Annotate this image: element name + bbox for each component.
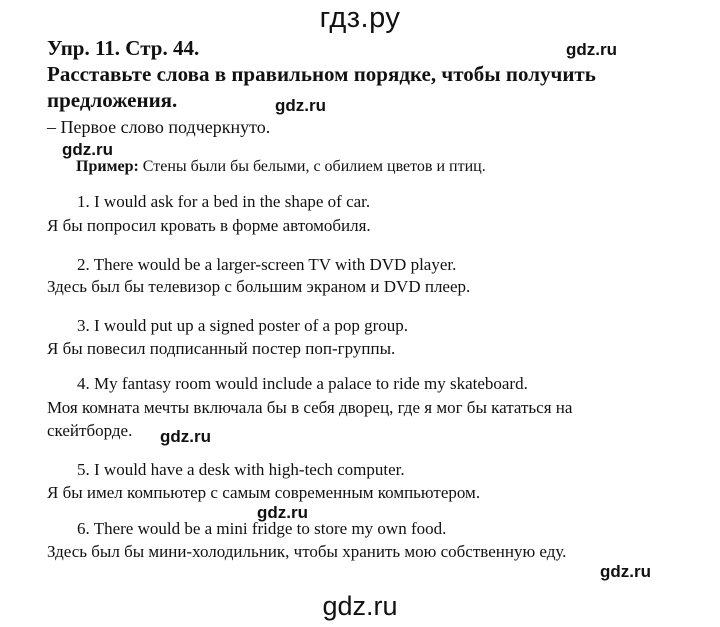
footer-watermark: gdz.ru	[322, 591, 398, 621]
instruction-line-2: предложения.	[47, 88, 178, 112]
item-4-english: 4. My fantasy room would include a palace to ride my skateboard.	[77, 374, 528, 393]
item-1-russian: Я бы попросил кровать в форме автомобиля.	[47, 216, 371, 235]
item-5-russian: Я бы имел компьютер с самым современным компьютером.	[47, 483, 481, 502]
item-5-english: 5. I would have a desk with high-tech computer.	[77, 460, 405, 479]
item-6-russian: Здесь был бы мини-холодильник, чтобы хранить мою собственную еду.	[47, 542, 567, 561]
exercise-number: Упр. 11. Стр. 44.	[47, 36, 200, 60]
watermark-after-heading: gdz.ru	[275, 96, 326, 115]
watermark-item-4: gdz.ru	[160, 427, 211, 446]
item-6-english: 6. There would be a mini fridge to store my own food.	[77, 519, 447, 538]
example-label: Пример:	[76, 158, 139, 175]
example-text: Стены были бы белыми, с обилием цветов и птиц.	[138, 158, 486, 175]
item-4-russian-line-2: скейтборде.	[47, 421, 133, 440]
item-4-russian-line-1: Моя комната мечты включала бы в себя дворец, где я мог бы кататься на	[47, 398, 573, 417]
watermark-before-item-6: gdz.ru	[257, 503, 308, 522]
item-3-russian: Я бы повесил подписанный постер поп-группы.	[47, 339, 396, 358]
item-2-english: 2. There would be a larger-screen TV with DVD player.	[77, 255, 457, 274]
exercise-note: – Первое слово подчеркнуто.	[47, 117, 271, 137]
watermark-before-example: gdz.ru	[62, 140, 113, 159]
item-3-english: 3. I would put up a signed poster of a pop group.	[77, 316, 408, 335]
site-title: гдз.ру	[319, 2, 401, 34]
instruction-line-1: Расставьте слова в правильном порядке, чтобы получить	[47, 62, 596, 86]
item-2-russian: Здесь был бы телевизор с большим экраном и DVD плеер.	[47, 277, 471, 296]
example-line	[76, 158, 486, 176]
watermark-bottom-right: gdz.ru	[600, 562, 651, 581]
item-1-english: 1. I would ask for a bed in the shape of car.	[77, 192, 371, 211]
watermark-top-right: gdz.ru	[566, 40, 617, 59]
